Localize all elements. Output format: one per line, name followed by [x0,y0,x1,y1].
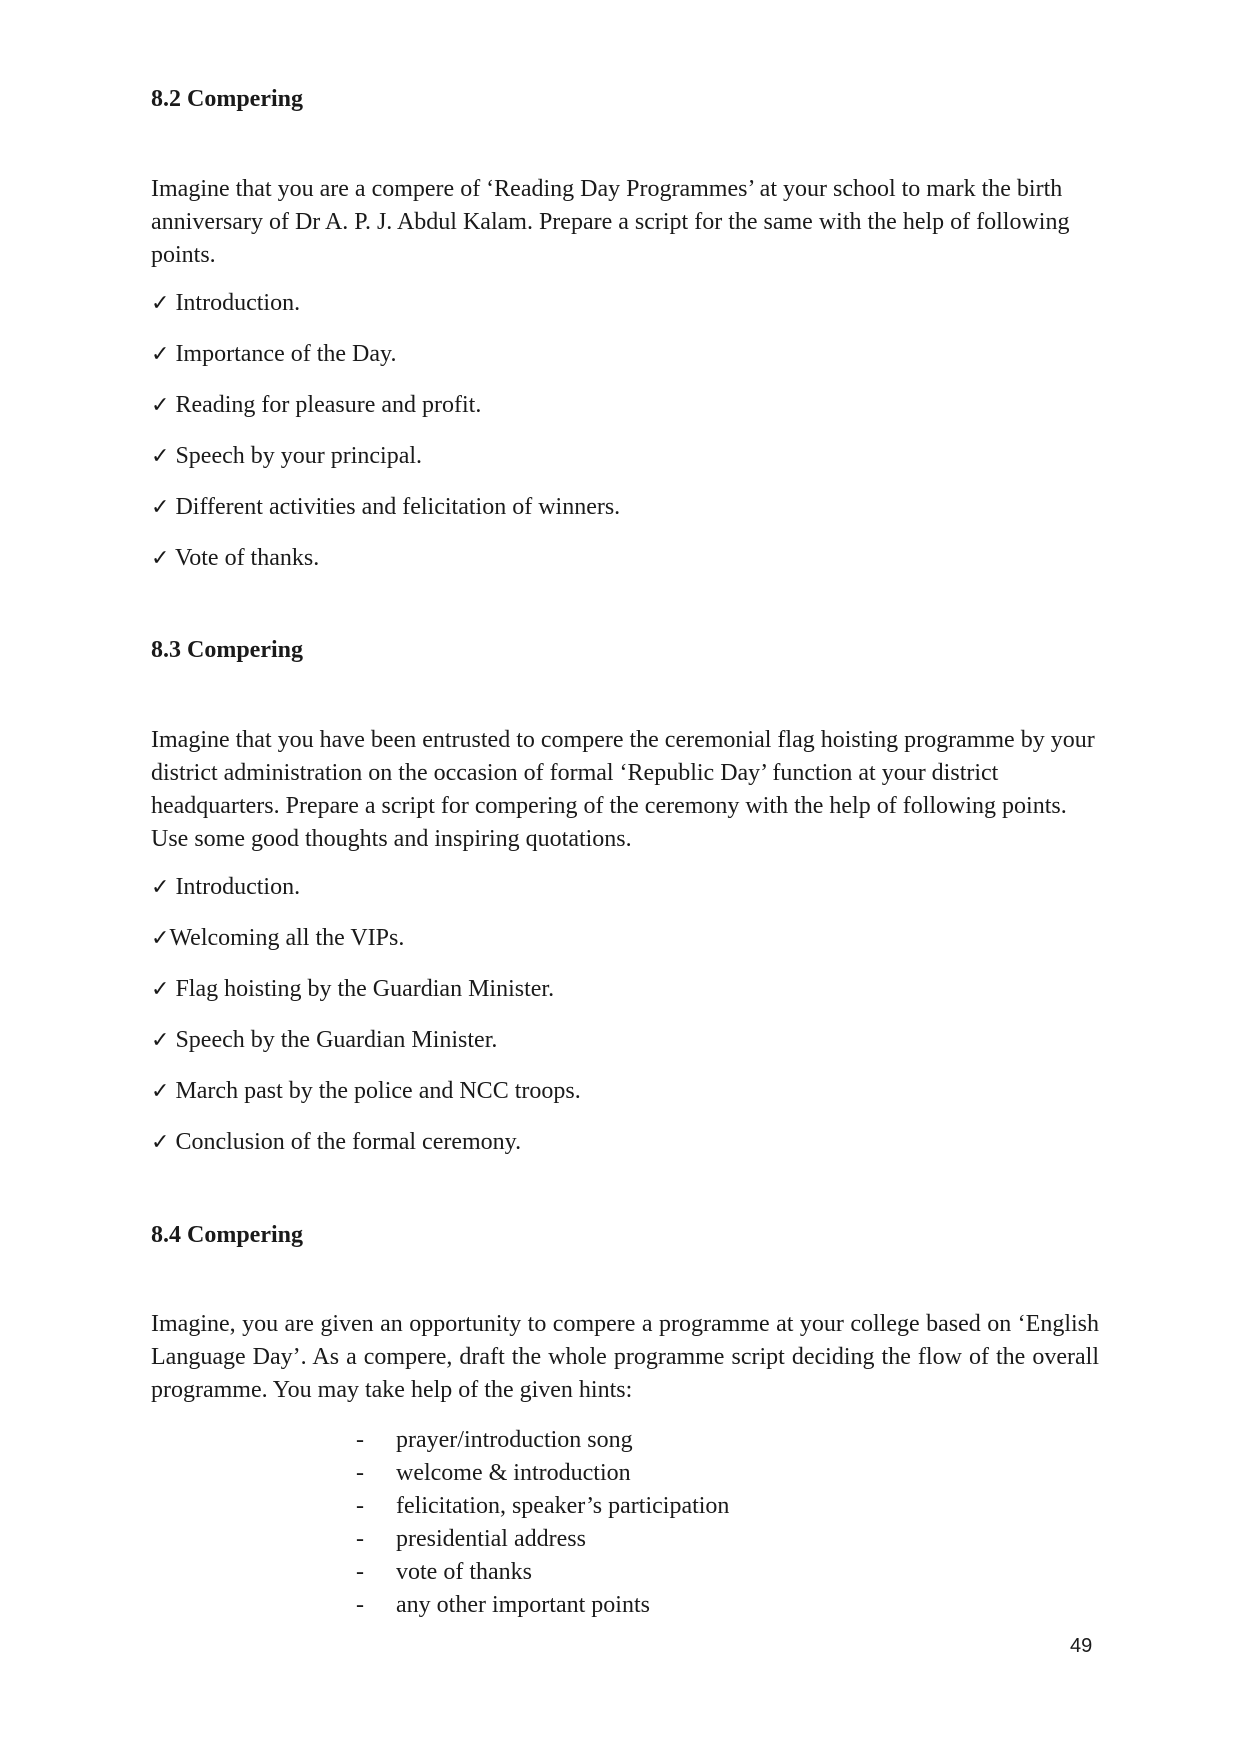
check-mark-icon: ✓ [151,1028,170,1053]
dash-bullet: - [356,1493,364,1519]
check-mark-icon: ✓ [151,444,170,469]
dash-bullet: - [356,1592,364,1618]
page-number: 49 [1070,1635,1093,1657]
list-item-text: Speech by your principal. [169,443,423,469]
list-item [151,923,581,953]
check-mark-icon: ✓ [151,926,170,951]
list-item-text: Reading for pleasure and profit. [169,392,482,418]
list-item [151,1127,581,1157]
list-item-text: felicitation, speaker’s participation [396,1493,730,1519]
checklist-8-3 [151,872,581,1157]
checklist-8-2 [151,288,620,573]
list-item-text: welcome & introduction [396,1460,631,1486]
list-item [151,974,581,1004]
list-item [151,872,581,902]
list-item-text: Introduction. [169,290,301,316]
dash-bullet: - [356,1460,364,1486]
list-item-text: Conclusion of the formal ceremony. [169,1129,522,1155]
section-heading-8-2: 8.2 Compering [151,86,303,112]
list-item [356,1556,729,1589]
check-mark-icon: ✓ [151,546,170,571]
list-item-text: Flag hoisting by the Guardian Minister. [169,976,555,1002]
list-item [356,1490,729,1523]
check-mark-icon: ✓ [151,291,170,316]
section-paragraph-8-4: Imagine, you are given an opportunity to compere a programme at your college based on ‘English Language Day’. As a compere, draft the whole programme script deciding the flow of the overall programme. You may take help of the given hints: [151,1311,1099,1403]
check-mark-icon: ✓ [151,393,170,418]
list-item-text: Vote of thanks. [169,545,320,571]
list-item [151,288,620,318]
list-item [151,1076,581,1106]
list-item [151,543,620,573]
list-item [356,1589,729,1622]
check-mark-icon: ✓ [151,875,170,900]
list-item-text: vote of thanks [396,1559,532,1585]
check-mark-icon: ✓ [151,1130,170,1155]
dash-bullet: - [356,1559,364,1585]
check-mark-icon: ✓ [151,495,170,520]
dash-bullet: - [356,1427,364,1453]
check-mark-icon: ✓ [151,977,170,1002]
dash-bullet: - [356,1526,364,1552]
list-item-text: Welcoming all the VIPs. [169,925,405,951]
list-item-text: Speech by the Guardian Minister. [169,1027,498,1053]
section-heading-8-4: 8.4 Compering [151,1222,303,1248]
list-item-text: Importance of the Day. [169,341,397,367]
list-item [356,1523,729,1556]
list-item [356,1457,729,1490]
check-mark-icon: ✓ [151,342,170,367]
list-item [151,390,620,420]
section-paragraph-8-3: Imagine that you have been entrusted to compere the ceremonial flag hoisting programme by your district administration on the occasion of formal ‘Republic Day’ function at your district headquarters. Prepare a script for compering of the ceremony with the help of following points. Use some good thoughts and inspiring quotations. [151,727,1095,852]
hints-list-8-4 [356,1424,729,1622]
list-item-text: presidential address [396,1526,586,1552]
list-item [151,339,620,369]
list-item-text: Different activities and felicitation of winners. [169,494,621,520]
section-paragraph-8-2: Imagine that you are a compere of ‘Reading Day Programmes’ at your school to mark the birth anniversary of Dr A. P. J. Abdul Kalam. Prepare a script for the same with the help of following points. [151,176,1070,268]
list-item-text: Introduction. [169,874,301,900]
list-item [151,441,620,471]
list-item-text: prayer/introduction song [396,1427,633,1453]
list-item-text: March past by the police and NCC troops. [169,1078,581,1104]
list-item-text: any other important points [396,1592,650,1618]
list-item [151,492,620,522]
section-heading-8-3: 8.3 Compering [151,637,303,663]
check-mark-icon: ✓ [151,1079,170,1104]
list-item [151,1025,581,1055]
list-item [356,1424,729,1457]
